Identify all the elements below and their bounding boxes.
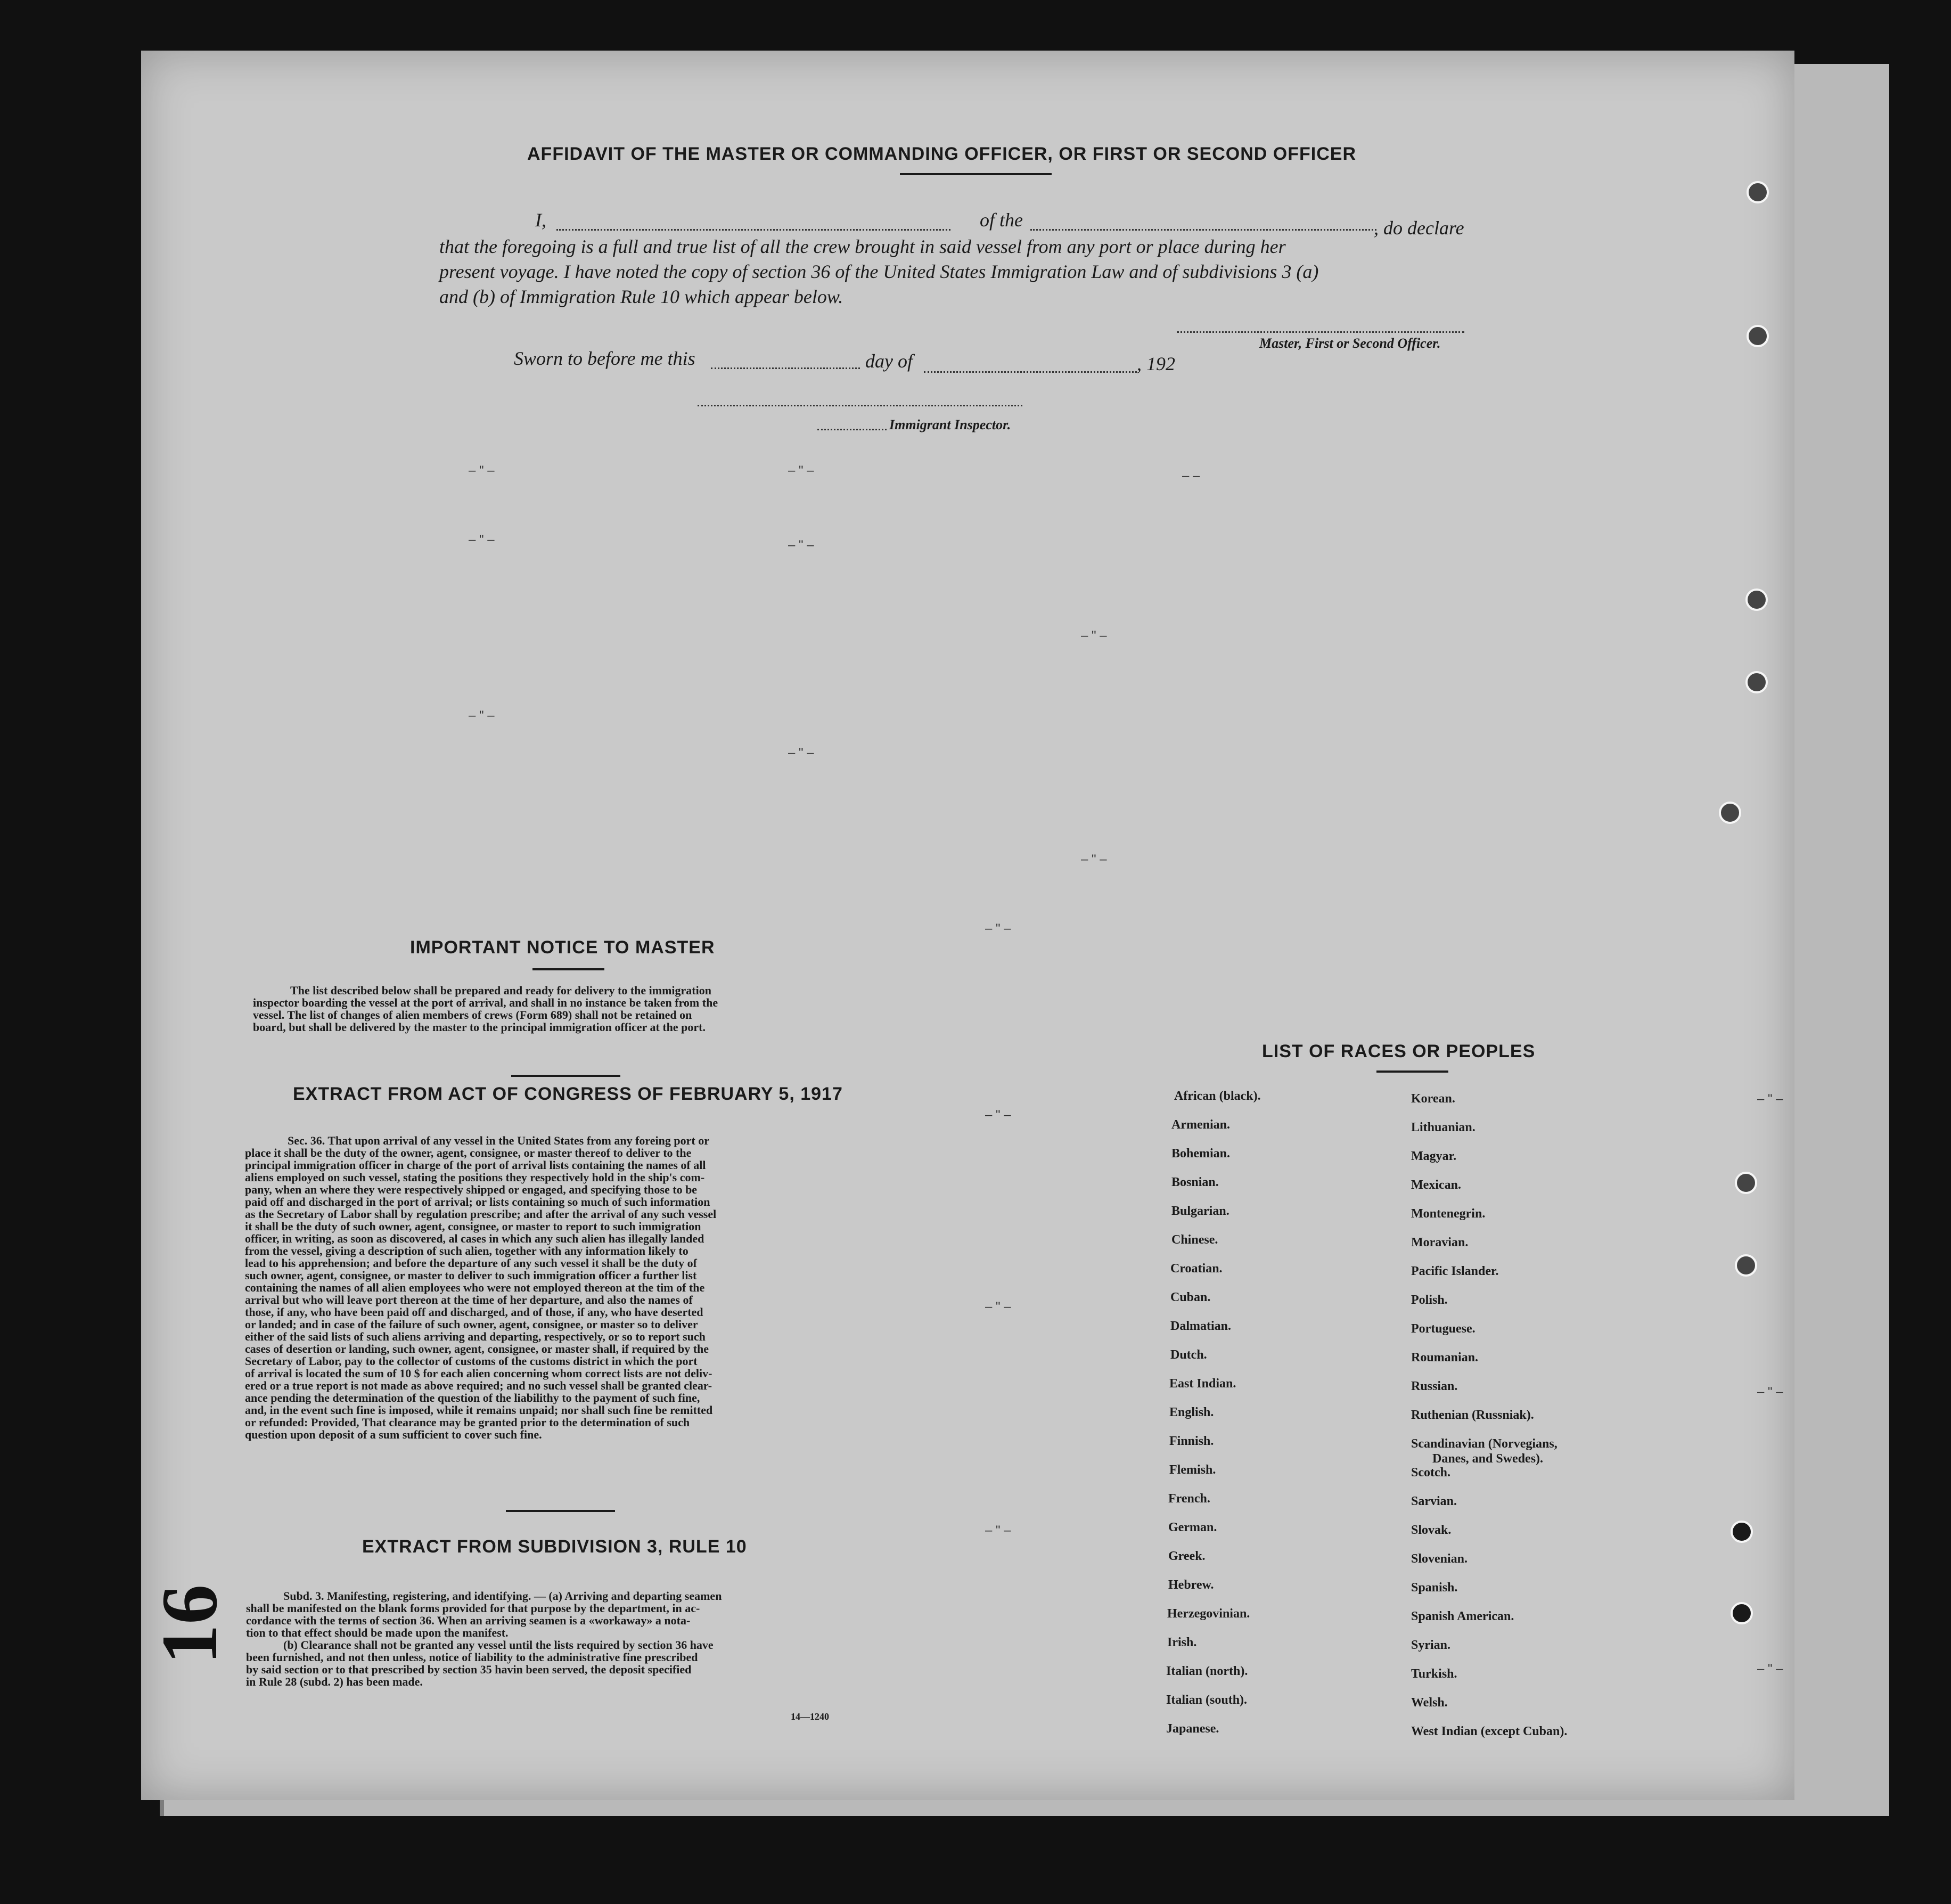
day-blank	[711, 367, 860, 369]
notice-line: The list described below shall be prepared and ready for delivery to the immigration	[290, 984, 711, 997]
act-line: question upon deposit of a sum sufficient to cover such fine.	[245, 1428, 542, 1441]
notice-underline	[532, 968, 604, 970]
act-line: aliens employed on such vessel, stating the positions they respectively hold in the ship's com-	[245, 1171, 705, 1184]
race-item: African (black).	[1174, 1089, 1261, 1103]
act-line: principal immigration officer in charge of the port of arrival lists containing the names of all	[245, 1158, 706, 1172]
race-item: Moravian.	[1411, 1236, 1469, 1249]
race-item: Welsh.	[1411, 1696, 1448, 1710]
race-item: Polish.	[1411, 1293, 1448, 1307]
race-item: Chinese.	[1171, 1233, 1218, 1247]
ditto-mark: – " –	[469, 463, 495, 478]
races-left-column	[1166, 1089, 1261, 1751]
race-item: Dalmatian.	[1170, 1319, 1231, 1333]
race-item: Italian (south).	[1166, 1693, 1248, 1707]
binder-hole-icon	[1731, 1602, 1753, 1624]
act-line: either of the said lists of such aliens arriving and departing, respectively, or so to report such	[245, 1330, 706, 1343]
notice-title: IMPORTANT NOTICE TO MASTER	[410, 937, 715, 958]
affidavit-line4: and (b) of Immigration Rule 10 which appear below.	[439, 286, 843, 307]
act-line: containing the names of all alien employees who were not employed thereon at the tim of the	[245, 1281, 705, 1294]
race-item: Scandinavian (Norvegians,	[1411, 1437, 1557, 1451]
ditto-mark: – " –	[1757, 1662, 1783, 1676]
notice-line: vessel. The list of changes of alien members of crews (Form 689) shall not be retained on	[253, 1008, 692, 1022]
races-right-column	[1411, 1092, 1567, 1753]
race-item: German.	[1168, 1521, 1217, 1534]
act-rule	[511, 1075, 620, 1077]
affidavit-line1-b: of the	[980, 209, 1023, 231]
form-number: 14—1240	[791, 1711, 829, 1722]
ditto-mark: – " –	[985, 1108, 1011, 1122]
ditto-mark: – " –	[469, 708, 495, 723]
binder-hole-icon	[1747, 181, 1769, 203]
binder-hole-icon	[1719, 802, 1741, 824]
act-line: or landed; and in case of the failure of such owner, agent, consignee, or master so to deliver	[245, 1318, 698, 1331]
act-line: and, in the event such fine is imposed, while it remains unpaid; nor shall such fine be remitted	[245, 1403, 713, 1417]
race-item: Italian (north).	[1166, 1664, 1248, 1678]
affidavit-line1-c: , do declare	[1374, 217, 1464, 239]
affidavit-title: AFFIDAVIT OF THE MASTER OR COMMANDING OFFICER, OR FIRST OR SECOND OFFICER	[527, 144, 1356, 164]
race-item: Hebrew.	[1168, 1578, 1214, 1592]
races-underline	[1376, 1071, 1448, 1073]
month-blank	[924, 371, 1137, 373]
inspector-line	[698, 405, 1022, 406]
race-item: Korean.	[1411, 1092, 1455, 1106]
notice-body	[253, 984, 887, 1033]
act-line: as the Secretary of Labor shall by regulation prescribe; and after the arrival of any such vessel	[245, 1207, 717, 1221]
race-item: Lithuanian.	[1411, 1121, 1475, 1134]
race-item-continued: Danes, and Swedes).	[1432, 1452, 1544, 1466]
ditto-mark: – " –	[788, 538, 814, 552]
sworn-text-c: , 192	[1137, 353, 1175, 374]
ditto-mark: – " –	[1757, 1092, 1783, 1106]
race-item: English.	[1169, 1405, 1214, 1419]
race-item: Croatian.	[1170, 1262, 1223, 1276]
title-underline	[900, 173, 1052, 175]
ditto-mark: – –	[1182, 469, 1200, 483]
act-line: Secretary of Labor, pay to the collector of customs of the customs district in which the port	[245, 1354, 698, 1368]
act-line: ered or a true report is not made as above required; and no such vessel shall be granted clear-	[245, 1379, 712, 1392]
name-blank	[556, 229, 950, 231]
race-item: Slovenian.	[1411, 1552, 1468, 1566]
act-line: of arrival is located the sum of 10 $ for each alien concerning whom correct lists are not deliv-	[245, 1367, 712, 1380]
race-item: Bulgarian.	[1171, 1204, 1229, 1218]
binder-hole-icon	[1735, 1172, 1757, 1194]
ditto-mark: – " –	[985, 921, 1011, 936]
act-line: those, if any, who have been paid off and discharged, and of those, if any, who have deserted	[245, 1305, 703, 1319]
sworn-text-a: Sworn to before me this	[514, 348, 695, 369]
ditto-mark: – " –	[1757, 1385, 1783, 1399]
binder-hole-icon	[1735, 1254, 1757, 1277]
race-item: Spanish.	[1411, 1581, 1458, 1595]
act-line: or refunded: Provided, That clearance may be granted prior to the determination of such	[245, 1416, 690, 1429]
binder-hole-icon	[1731, 1521, 1753, 1543]
act-line: place it shall be the duty of the owner, agent, consignee, or master thereof to deliver to the	[245, 1146, 692, 1159]
page-number-stamp: 16	[145, 1584, 234, 1664]
race-item: Ruthenian (Russniak).	[1411, 1408, 1534, 1422]
race-item: Irish.	[1167, 1636, 1197, 1649]
race-item: Flemish.	[1169, 1463, 1216, 1477]
race-item: Bosnian.	[1171, 1175, 1219, 1189]
act-line: arrival but who will leave port thereon at the time of her departure, and also the names of	[245, 1293, 693, 1306]
rule-rule	[506, 1510, 615, 1512]
race-item: Japanese.	[1166, 1722, 1219, 1736]
race-item: Russian.	[1411, 1379, 1458, 1393]
rule-line: (b) Clearance shall not be granted any vessel until the lists required by section 36 have	[283, 1638, 714, 1652]
act-line: pany, when an where they were respectively shipped or engaged, and specifying those to be	[245, 1183, 698, 1196]
signature-line	[1177, 331, 1464, 333]
act-line: lead to his apprehension; and before the departure of any such vessel it shall be the duty of	[245, 1256, 697, 1270]
race-item: Syrian.	[1411, 1638, 1451, 1652]
inspector-label: Immigrant Inspector.	[889, 417, 1011, 432]
race-item: Dutch.	[1170, 1348, 1207, 1362]
race-item: Armenian.	[1171, 1118, 1230, 1132]
act-line: from the vessel, giving a description of such alien, together with any information likely to	[245, 1244, 688, 1257]
race-item: Sarvian.	[1411, 1494, 1457, 1508]
race-item: Magyar.	[1411, 1149, 1457, 1163]
race-item: Bohemian.	[1171, 1147, 1231, 1161]
ditto-mark: – " –	[788, 463, 814, 478]
vessel-blank	[1030, 229, 1376, 231]
signer-label: Master, First or Second Officer.	[1259, 336, 1441, 351]
race-item: Mexican.	[1411, 1178, 1461, 1192]
rule-line: cordance with the terms of section 36. When an arriving seamen is a «workaway» a nota-	[246, 1614, 691, 1627]
act-line: such owner, agent, consignee, or master to deliver to such immigration officer a further list	[245, 1269, 697, 1282]
act-title: EXTRACT FROM ACT OF CONGRESS OF FEBRUARY 5, 1917	[293, 1084, 843, 1104]
race-item: Portuguese.	[1411, 1322, 1475, 1336]
act-line: cases of desertion or landing, such owner, agent, consignee, or master shall, if required by the	[245, 1342, 709, 1355]
act-body	[245, 1134, 879, 1441]
act-line: it shall be the duty of such owner, agent, consignee, or master to report to such immigration	[245, 1220, 701, 1233]
act-line: officer, in writing, as soon as discovered, al cases in which any such alien has illegally landed	[245, 1232, 704, 1245]
race-item: Roumanian.	[1411, 1351, 1479, 1364]
ditto-mark: – " –	[1081, 852, 1107, 867]
act-line: ance pending the determination of the question of the liabilithy to the payment of such fine,	[245, 1391, 700, 1404]
rule-line: Subd. 3. Manifesting, registering, and identifying. — (a) Arriving and departing seamen	[283, 1589, 722, 1603]
race-item: French.	[1168, 1492, 1210, 1506]
rule-line: been furnished, and not then unless, notice of liability to the administrative fine prescribed	[246, 1650, 698, 1664]
rule-line: by said section or to that prescribed by section 35 havin been served, the deposit specified	[246, 1663, 692, 1676]
race-item: Herzegovinian.	[1167, 1607, 1250, 1621]
rule-body	[246, 1590, 869, 1688]
inspector-dots	[817, 429, 887, 430]
rule-title: EXTRACT FROM SUBDIVISION 3, RULE 10	[362, 1537, 747, 1557]
races-title: LIST OF RACES OR PEOPLES	[1262, 1041, 1536, 1061]
affidavit-line3: present voyage. I have noted the copy of section 36 of the United States Immigration Law and of subdivisions 3 (a)	[439, 261, 1319, 282]
notice-line: board, but shall be delivered by the master to the principal immigration officer at the port.	[253, 1020, 706, 1034]
rule-line: tion to that effect should be made upon the manifest.	[246, 1626, 509, 1639]
notice-line: inspector boarding the vessel at the port of arrival, and shall in no instance be taken from the	[253, 996, 718, 1009]
race-item: Cuban.	[1170, 1290, 1211, 1304]
affidavit-line1-a: I,	[535, 209, 546, 231]
race-item: Slovak.	[1411, 1523, 1452, 1537]
race-item: Pacific Islander.	[1411, 1264, 1499, 1278]
act-line: paid off and discharged in the port of arrival; or lists containing so much of such information	[245, 1195, 710, 1208]
rule-line: in Rule 28 (subd. 2) has been made.	[246, 1675, 423, 1688]
ditto-mark: – " –	[985, 1300, 1011, 1314]
affidavit-line2: that the foregoing is a full and true list of all the crew brought in said vessel from any port or place during her	[439, 236, 1286, 257]
sworn-text-b: day of	[865, 350, 913, 372]
binder-hole-icon	[1747, 325, 1769, 347]
race-item: Finnish.	[1169, 1434, 1214, 1448]
ditto-mark: – " –	[1081, 628, 1107, 643]
ditto-mark: – " –	[788, 746, 814, 760]
race-item: Turkish.	[1411, 1667, 1457, 1681]
race-item: Greek.	[1168, 1549, 1206, 1563]
ditto-mark: – " –	[985, 1523, 1011, 1538]
ditto-mark: – " –	[469, 533, 495, 547]
race-item: Spanish American.	[1411, 1609, 1514, 1623]
binder-hole-icon	[1745, 671, 1768, 693]
race-item: West Indian (except Cuban).	[1411, 1725, 1568, 1738]
race-item: Scotch.	[1411, 1466, 1450, 1480]
race-item: East Indian.	[1169, 1377, 1236, 1391]
act-line: Sec. 36. That upon arrival of any vessel in the United States from any foreing port or	[288, 1134, 709, 1147]
binder-hole-icon	[1745, 589, 1768, 611]
race-item: Montenegrin.	[1411, 1207, 1486, 1221]
rule-line: shall be manifested on the blank forms provided for that purpose by the department, in ac-	[246, 1601, 700, 1615]
